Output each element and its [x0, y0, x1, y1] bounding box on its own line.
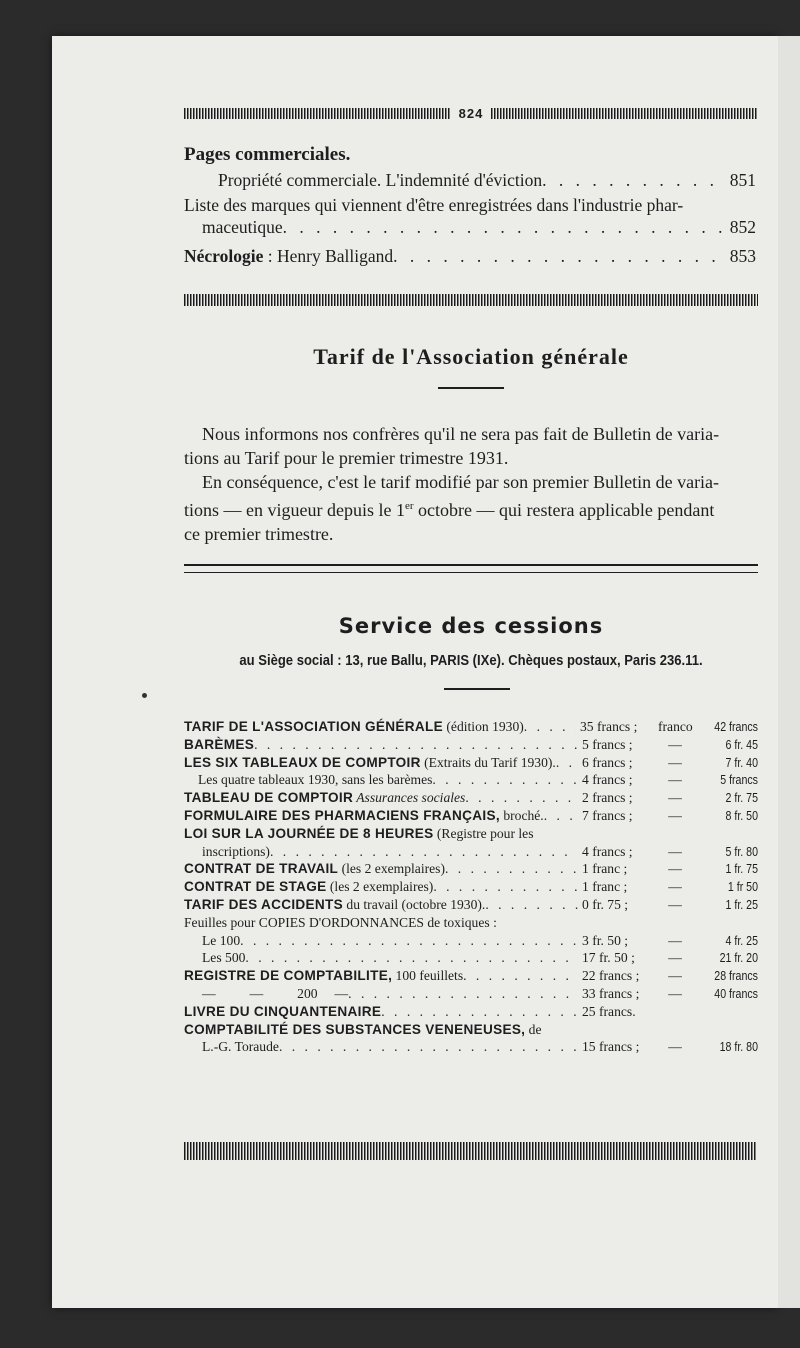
franco-marker: — — [668, 950, 682, 966]
price-item-label — [184, 825, 758, 843]
price-item-detail: Le 100 — [202, 932, 241, 948]
price-item-label — [184, 1003, 578, 1021]
toc-entry-text: : Henry Balligand — [263, 246, 394, 266]
price-row — [184, 736, 758, 754]
price-value: 4 francs ; — [582, 843, 633, 859]
price-item-detail: — — 200 — — [202, 986, 349, 1001]
price-item-detail: (Extraits du Tarif 1930). — [420, 754, 556, 770]
price-value: 4 francs ; — [582, 772, 633, 788]
price-row — [184, 967, 758, 985]
franco-marker: — — [668, 843, 682, 859]
price-item-label — [184, 967, 578, 985]
price-item-detail: de — [525, 1021, 542, 1037]
franco-price: 28 francs — [714, 969, 758, 984]
price-item-title: LES SIX TABLEAUX DE COMPTOIR — [184, 754, 421, 770]
franco-price: 4 fr. 25 — [725, 933, 758, 948]
folio-row — [184, 106, 758, 120]
price-item-title: COMPTABILITÉ DES SUBSTANCES VENENEUSES, — [184, 1021, 526, 1037]
service-address: au Siège social : 13, rue Ballu, PARIS (IXe). Chèques postaux, Paris 236.11. — [239, 653, 703, 669]
double-rule — [184, 564, 758, 573]
price-value: 17 fr. 50 ; — [582, 950, 635, 966]
price-row — [184, 932, 758, 950]
toc-entry-page: 851 — [729, 170, 756, 190]
tarif-title: Tarif de l'Association générale — [313, 344, 629, 369]
toc-entry-text: Propriété commerciale. L'indemnité d'éviction — [218, 170, 543, 190]
price-item-label — [184, 914, 758, 932]
price-item-detail: broché. — [499, 808, 544, 823]
franco-price: 18 fr. 80 — [719, 1040, 758, 1055]
price-value: 7 francs ; — [582, 808, 633, 823]
price-row — [184, 878, 758, 896]
price-value: 22 francs ; — [582, 968, 640, 984]
franco-price: 1 fr. 25 — [725, 898, 758, 912]
price-item-detail: Les 500 — [202, 950, 246, 966]
price-value: 35 francs ; — [580, 719, 638, 734]
price-item-title: REGISTRE DE COMPTABILITE, — [184, 968, 393, 984]
franco-marker: — — [668, 772, 682, 788]
franco-marker: — — [668, 790, 682, 806]
price-item-detail: (édition 1930) — [442, 719, 524, 734]
toc-entry-label: Nécrologie — [184, 246, 264, 266]
franco-marker: — — [668, 808, 682, 823]
price-item-label — [184, 985, 578, 1003]
price-item-title: BARÈMES — [184, 736, 255, 752]
hatch-rule-right — [491, 108, 758, 119]
toc-entry-page: 852 — [729, 217, 756, 237]
franco-marker: — — [668, 754, 682, 770]
franco-marker: — — [668, 968, 682, 984]
price-item-detail: du travail (octobre 1930). — [343, 897, 486, 912]
price-item-detail: Les quatre tableaux 1930, sans les barèmes — [198, 772, 433, 788]
service-title: Service des cessions — [338, 614, 604, 638]
hatch-rule-bottom — [184, 1142, 756, 1160]
price-item-label — [184, 860, 578, 878]
price-value: 15 francs ; — [582, 1039, 640, 1055]
toc-entry — [218, 170, 756, 191]
franco-marker: — — [668, 986, 682, 1001]
franco-marker: — — [668, 897, 682, 912]
price-row — [184, 771, 758, 789]
title-underline — [438, 387, 504, 389]
price-item-label — [184, 932, 578, 950]
title-underline — [444, 688, 510, 690]
franco-price: 5 fr. 80 — [725, 844, 758, 859]
franco-marker — [658, 1003, 692, 1021]
price-row — [184, 1003, 758, 1021]
price-item-title: TABLEAU DE COMPTOIR — [184, 790, 354, 806]
toc-entry — [184, 246, 756, 267]
hatch-rule — [184, 294, 758, 306]
franco-price: 7 fr. 40 — [725, 755, 758, 770]
price-row — [184, 807, 758, 825]
franco-price: 1 fr 50 — [727, 880, 758, 895]
price-item-title: FORMULAIRE DES PHARMACIENS FRANÇAIS, — [184, 808, 500, 823]
price-row — [184, 718, 758, 736]
price-value: 6 francs ; — [582, 754, 633, 770]
price-item-label — [184, 1021, 758, 1039]
toc-entry-text: Liste des marques qui viennent d'être enregistrées dans l'industrie phar- — [184, 195, 684, 215]
hatch-rule-left — [184, 108, 451, 119]
price-item-title: CONTRAT DE STAGE — [184, 879, 327, 895]
price-item-label — [184, 771, 578, 789]
franco-price: 1 fr. 75 — [725, 862, 758, 877]
price-item-detail: Feuilles pour COPIES D'ORDONNANCES de toxiques : — [184, 914, 497, 930]
franco-price: 6 fr. 45 — [725, 737, 758, 752]
price-item-title: CONTRAT DE TRAVAIL — [184, 861, 339, 877]
franco-price: 21 fr. 20 — [719, 951, 758, 966]
price-item-title: TARIF DE L'ASSOCIATION GÉNÉRALE — [184, 719, 443, 734]
tarif-paragraph: Nous informons nos confrères qu'il ne sera pas fait de Bulletin de varia- tions au Tarif pour le premier trimestre 1931. En conséquence, c'est le tarif modifié par son premier Bulletin de varia- tions — en vigueur depuis le 1er octobre — qui restera applicable pendant ce premier trimestre. — [184, 424, 720, 544]
price-item-label — [184, 896, 578, 914]
stray-mark — [142, 693, 147, 698]
price-value: 3 fr. 50 ; — [582, 932, 629, 948]
franco-marker: — — [668, 736, 682, 752]
price-value: 2 francs ; — [582, 790, 633, 806]
price-value: 0 fr. 75 ; — [582, 897, 629, 912]
franco-marker: — — [668, 861, 682, 877]
toc-entry-page: 853 — [729, 246, 756, 266]
price-item-title: LIVRE DU CINQUANTENAIRE — [184, 1003, 382, 1019]
price-item-title: LOI SUR LA JOURNÉE DE 8 HEURES — [184, 825, 434, 841]
price-item-label — [184, 1038, 578, 1056]
franco-price: 2 fr. 75 — [725, 791, 758, 806]
price-row — [184, 789, 758, 807]
price-item-label — [184, 807, 578, 825]
price-item-detail: (les 2 exemplaires) — [326, 879, 434, 895]
franco-price: 5 francs — [720, 773, 758, 788]
price-item-label — [184, 754, 578, 772]
price-row — [184, 754, 758, 772]
price-value: 1 franc ; — [582, 861, 628, 877]
franco-price: 40 francs — [714, 987, 758, 1001]
commercial-title: Pages commerciales. — [184, 144, 351, 165]
price-row — [184, 843, 758, 861]
price-value: 25 francs. — [582, 1003, 636, 1019]
price-row — [184, 825, 758, 843]
facing-page-edge — [778, 36, 800, 1308]
price-item-detail: inscriptions) — [202, 843, 270, 859]
price-row — [184, 949, 758, 967]
franco-price: 8 fr. 50 — [725, 809, 758, 823]
price-item-label — [184, 949, 578, 967]
price-row — [184, 1021, 758, 1039]
price-row — [184, 860, 758, 878]
franco-marker: — — [668, 879, 682, 895]
price-item-detail: (Registre pour les — [433, 825, 534, 841]
price-item-label — [184, 843, 578, 861]
price-item-label — [184, 736, 578, 754]
toc-entry-text: maceutique — [202, 217, 283, 237]
price-item-label — [184, 789, 578, 807]
price-value: 1 franc ; — [582, 879, 628, 895]
price-item-detail: 100 feuillets — [392, 968, 464, 984]
price-item-label — [184, 878, 578, 896]
franco-marker: — — [668, 932, 682, 948]
price-row — [184, 985, 758, 1003]
franco-marker: — — [668, 1039, 682, 1055]
toc-entry — [202, 217, 756, 238]
page-number: 824 — [458, 105, 484, 121]
price-row — [184, 896, 758, 914]
price-item-detail: L.-G. Toraude — [202, 1039, 279, 1055]
price-row — [184, 914, 758, 932]
price-value: 5 francs ; — [582, 736, 633, 752]
price-item-detail: Assurances sociales — [353, 790, 466, 806]
price-value: 33 francs ; — [582, 986, 640, 1001]
price-item-title: TARIF DES ACCIDENTS — [184, 897, 344, 912]
franco-price — [702, 1003, 758, 1021]
franco-price: 42 francs — [714, 720, 758, 734]
price-item-detail: (les 2 exemplaires) — [338, 861, 445, 877]
franco-marker: franco — [658, 719, 693, 734]
price-row — [184, 1038, 758, 1056]
price-item-label — [184, 718, 576, 736]
